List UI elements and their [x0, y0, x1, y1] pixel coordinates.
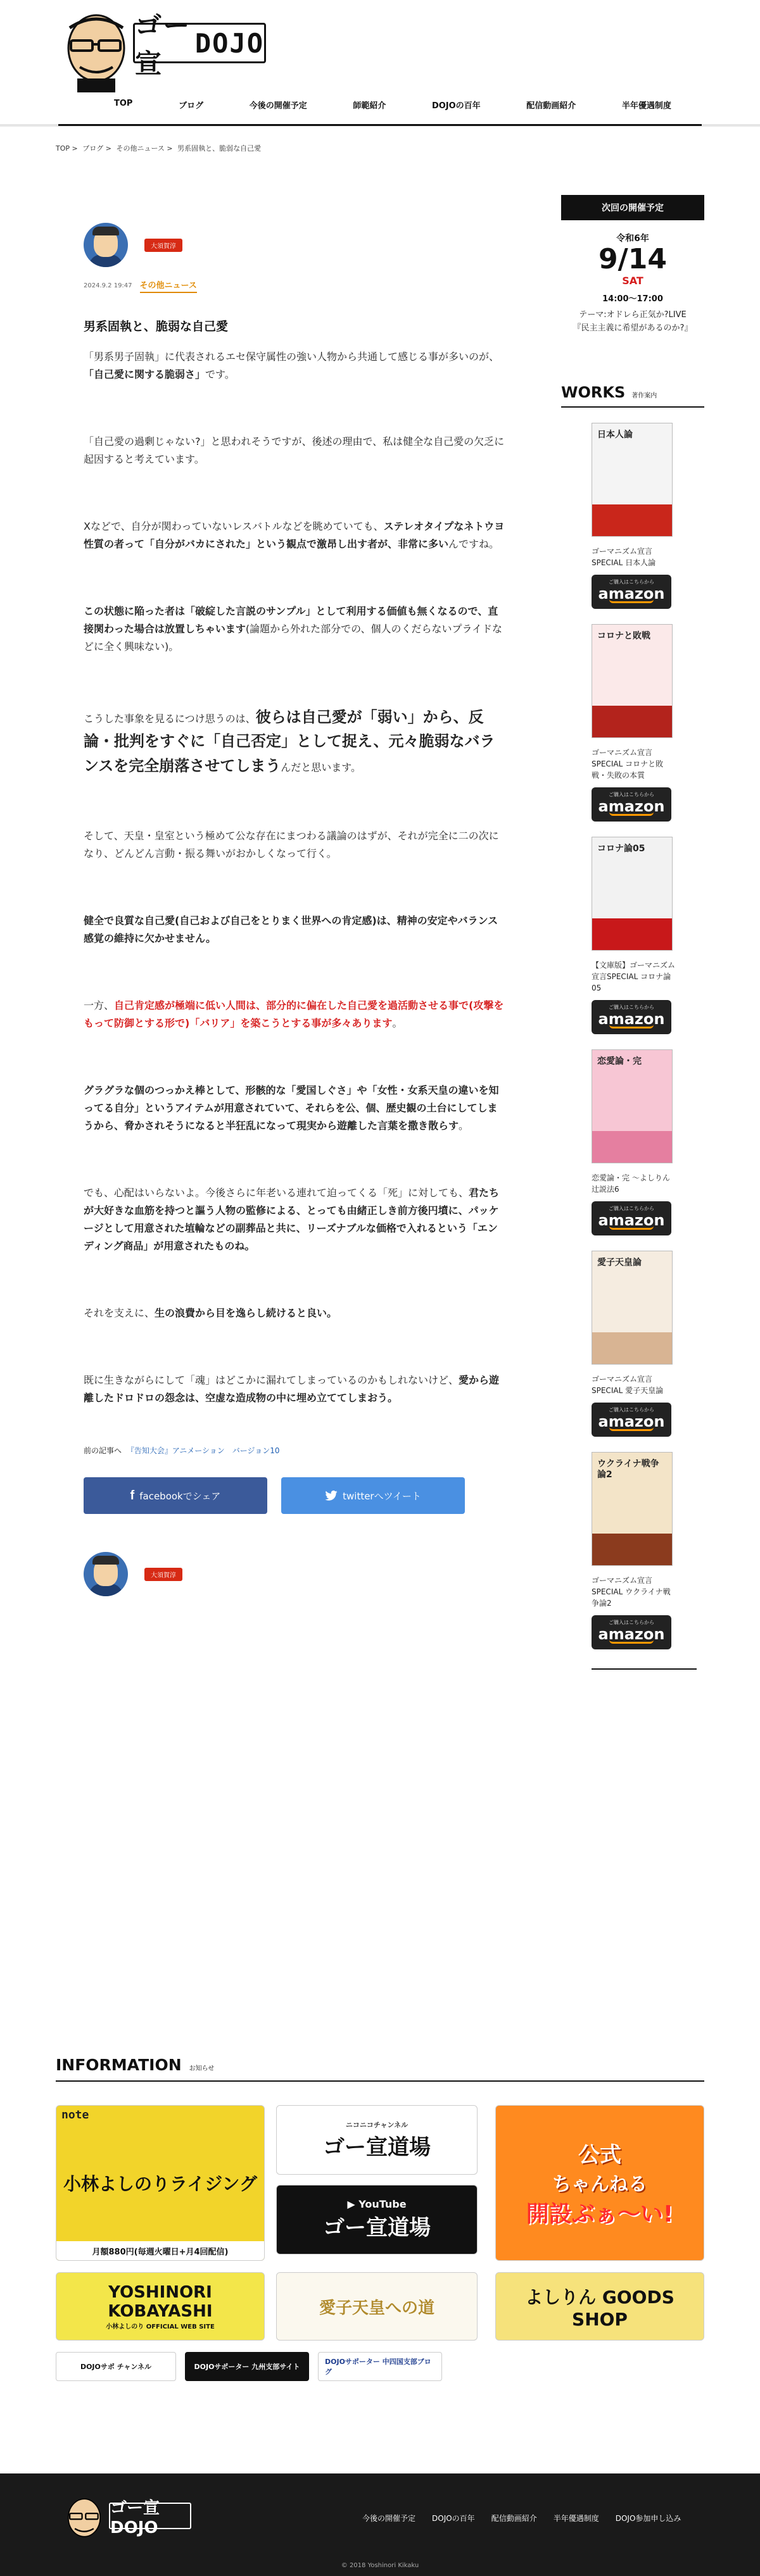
- post-body: [84, 348, 505, 1407]
- prev-post-link[interactable]: 『告知大会』アニメーション バージョン10: [126, 1446, 280, 1456]
- next-event-time: 14:00〜17:00: [602, 294, 663, 304]
- information-heading: INFORMATION お知らせ: [56, 2056, 704, 2082]
- breadcrumb-category[interactable]: その他ニュース: [116, 144, 165, 153]
- work-title: ゴーマニズム宣言SPECIAL 日本人論: [592, 546, 656, 567]
- paragraph: 「自己愛の過剰じゃない?」と思われそうですが、後述の理由で、私は健全な自己愛の欠乏に起因すると考えています。: [84, 435, 505, 465]
- chushikoku-branch-banner[interactable]: DOJOサポーター 中四国支部ブログ: [318, 2352, 442, 2381]
- facebook-icon: f: [130, 1488, 135, 1503]
- breadcrumb-separator: >: [72, 144, 78, 153]
- nav-blog[interactable]: ブログ: [179, 101, 204, 111]
- paragraph: 健全で良質な自己愛(自己および自己をとりまく世界への肯定感)は、精神の安定やバランス感覚の維持に欠かせません。: [84, 915, 498, 945]
- work-title: 恋愛論・完 ～よしりん辻説法6: [592, 1173, 670, 1194]
- nav-dojo-history[interactable]: DOJOの百年: [431, 101, 481, 111]
- next-event-theme: テーマ:オドレら正気か?LIVE『民主主義に希望があるのか?』: [573, 310, 693, 334]
- work-item: [561, 423, 704, 609]
- blog-article: [84, 223, 505, 1596]
- prev-post-label: 前の記事へ: [84, 1446, 122, 1456]
- official-website-banner[interactable]: YOSHINORI KOBAYASHI 小林よしのり OFFICIAL WEB SITE: [56, 2272, 265, 2341]
- breadcrumb-separator: >: [105, 144, 111, 153]
- mascot-face-icon: [62, 2492, 106, 2543]
- paragraph: 「男系男子固執」に代表されるエセ保守属性の強い人物から共通して感じる事が多いのが、「自己愛に関する脆弱さ」です。: [84, 351, 500, 380]
- next-event-year: 令和6年: [616, 234, 649, 244]
- note-banner-title: 小林よしのりライジング: [63, 2173, 257, 2194]
- amazon-button[interactable]: ご購入はこちらから amazon: [592, 787, 671, 822]
- work-item: [561, 1251, 704, 1437]
- niconico-channel-banner[interactable]: ニコニコチャンネル ゴー宣道場: [276, 2105, 478, 2175]
- site-footer: [0, 2473, 760, 2576]
- post-title: 男系固執と、脆弱な自己愛: [84, 320, 229, 334]
- amazon-button[interactable]: ご購入はこちらから amazon: [592, 1201, 671, 1235]
- work-cover[interactable]: ウクライナ戦争論2: [592, 1452, 673, 1566]
- information-section: [56, 2056, 704, 2376]
- site-header: [0, 0, 760, 127]
- paragraph: こうした事象を見るにつけ思うのは、彼らは自己愛が「弱い」から、反論・批判をすぐに「自己否定」として捉え、元々脆弱なバランスを完全崩落させてしまうんだと思います。: [84, 708, 495, 775]
- works-list: [561, 423, 704, 1649]
- author-footer: [84, 1552, 505, 1596]
- twitter-share-button[interactable]: twitterへツイート: [281, 1477, 465, 1514]
- nav-half-year[interactable]: 半年優遇制度: [621, 101, 671, 111]
- note-logo: note: [61, 2108, 89, 2122]
- amazon-button[interactable]: ご購入はこちらから amazon: [592, 1615, 671, 1649]
- work-title: ゴーマニズム宣言SPECIAL コロナと敗戦・失敗の本質: [592, 747, 664, 780]
- author-avatar[interactable]: [84, 1552, 128, 1596]
- breadcrumb-current: 男系固執と、脆弱な自己愛: [177, 144, 262, 153]
- paragraph: グラグラな個のつっかえ棒として、形骸的な「愛国しぐさ」や「女性・女系天皇の違いを知ってる自分」というアイテムが用意されていて、それらを公、個、歴史観の土台にしてしまうから、脅かされそうになると半狂乱になって現実から遊離した言葉を撒き散らす。: [84, 1084, 499, 1132]
- work-cover[interactable]: 日本人論: [592, 423, 673, 537]
- work-title: ゴーマニズム宣言SPECIAL 愛子天皇論: [592, 1374, 664, 1395]
- paragraph: そして、天皇・皇室という極めて公な存在にまつわる議論のはずが、それが完全に二の次になり、どんどん言動・振る舞いがおかしくなって行く。: [84, 830, 499, 860]
- amazon-button[interactable]: ご購入はこちらから amazon: [592, 1403, 671, 1437]
- note-rising-banner[interactable]: [56, 2105, 265, 2261]
- twitter-bird-icon: [325, 1491, 338, 1501]
- paragraph: 既に生きながらにして「魂」はどこかに漏れてしまっているのかもしれないけど、愛から遊離したドロドロの怨念は、空虚な造成物の中に埋め立ててしまおう。: [84, 1374, 500, 1404]
- post-date: 2024.9.2 19:47: [84, 282, 132, 289]
- work-item: [561, 1049, 704, 1235]
- works-heading: WORKS 著作案内: [561, 384, 704, 408]
- post-meta: [84, 278, 505, 293]
- supporter-channel-banner[interactable]: DOJOサポ チャンネル: [56, 2352, 176, 2381]
- author-badge[interactable]: 大須賀淳: [144, 1568, 182, 1581]
- footer-nav: [362, 2513, 681, 2523]
- site-logo[interactable]: [58, 4, 267, 92]
- work-title: 【文庫版】ゴーマニズム宣言SPECIAL コロナ論05: [592, 960, 676, 992]
- breadcrumb-separator: >: [167, 144, 173, 153]
- breadcrumb: [56, 143, 263, 153]
- nav-top[interactable]: TOP: [114, 99, 133, 108]
- work-item: [561, 624, 704, 822]
- mascot-face-icon: [58, 4, 134, 92]
- paragraph: それを支えに、生の浪費から目を逸らし続けると良い。: [84, 1307, 338, 1320]
- work-cover[interactable]: コロナと敗戦: [592, 624, 673, 738]
- kyushu-branch-banner[interactable]: DOJOサポーター 九州支部サイト: [185, 2352, 309, 2381]
- official-channel-banner[interactable]: 公式 ちゃんねる 開設ぶぁ〜い!: [495, 2105, 704, 2261]
- breadcrumb-blog[interactable]: ブログ: [82, 144, 104, 153]
- breadcrumb-top[interactable]: TOP: [56, 144, 70, 153]
- nav-schedule[interactable]: 今後の開催予定: [249, 101, 307, 111]
- aiko-tennou-banner[interactable]: 愛子天皇への道: [276, 2272, 478, 2341]
- facebook-share-button[interactable]: f facebookでシェア: [84, 1477, 267, 1514]
- footer-nav-schedule[interactable]: 今後の開催予定: [362, 2514, 416, 2523]
- work-cover[interactable]: 愛子天皇論: [592, 1251, 673, 1365]
- amazon-button[interactable]: ご購入はこちらから amazon: [592, 575, 671, 609]
- category-badge[interactable]: その他ニュース: [140, 278, 197, 293]
- work-item: [561, 1452, 704, 1649]
- goods-shop-banner[interactable]: よしりん GOODS SHOP: [495, 2272, 704, 2341]
- author-row: [84, 223, 505, 267]
- share-buttons: [84, 1477, 505, 1514]
- copyright: © 2018 Yoshinori Kikaku: [341, 2562, 419, 2569]
- amazon-button[interactable]: ご購入はこちらから amazon: [592, 1000, 671, 1034]
- sidebar: [561, 195, 704, 1670]
- author-badge[interactable]: 大須賀淳: [144, 239, 182, 252]
- next-event-weekday: SAT: [622, 275, 643, 287]
- work-title: ゴーマニズム宣言SPECIAL ウクライナ戦争論2: [592, 1575, 671, 1608]
- nav-videos[interactable]: 配信動画紹介: [526, 101, 576, 111]
- nav-divider: [58, 124, 702, 126]
- footer-nav-history[interactable]: DOJOの百年: [432, 2514, 475, 2523]
- next-event[interactable]: [561, 220, 704, 335]
- youtube-icon: ▶ YouTube: [347, 2198, 407, 2210]
- work-item: [561, 837, 704, 1034]
- work-cover[interactable]: コロナ論05: [592, 837, 673, 951]
- footer-nav-half-year[interactable]: 半年優遇制度: [553, 2514, 599, 2523]
- note-banner-price: 月額880円(毎週火曜日+月4回配信): [56, 2241, 264, 2260]
- paragraph: 一方、自己肯定感が極端に低い人間は、部分的に偏在した自己愛を過活動させる事で(攻撃をもって防御とする形で)「バリア」を築こうとする事が多々あります。: [84, 999, 504, 1030]
- paragraph: この状態に陥った者は「破綻した言説のサンプル」として利用する価値も無くなるので、直接関わった場合は放置しちゃいます(論題から外れた部分での、個人のくだらないプライドなどに全く興味ない)。: [84, 605, 502, 653]
- prev-post-nav: [84, 1445, 505, 1456]
- work-cover[interactable]: 恋愛論・完: [592, 1049, 673, 1163]
- footer-wordmark: ゴー宣DOJO: [109, 2503, 191, 2529]
- paragraph: Xなどで、自分が関わっていないレスバトルなどを眺めていても、ステレオタイプなネトウヨ性質の者って「自分がバカにされた」という観点で激昂し出す者が、非常に多いんですね。: [84, 520, 505, 550]
- next-event-heading: 次回の開催予定: [561, 195, 704, 220]
- author-avatar[interactable]: [84, 223, 128, 267]
- footer-logo[interactable]: [62, 2492, 195, 2538]
- paragraph: でも、心配はいらないよ。今後さらに年老いる連れて迫ってくる「死」に対しても、君たちが大好きな血筋を持つと謳う人物の監修による、とっても由緒正しき前方後円墳に、パッケージとして用意された埴輪などの副葬品と共に、リーズナブルな価格で入れるという「エンディング商品」が用意されたものね。: [84, 1187, 500, 1253]
- supporter-banners: [56, 2352, 442, 2381]
- sidebar-divider: [592, 1668, 697, 1670]
- youtube-channel-banner[interactable]: ▶ YouTube ゴー宣道場: [276, 2185, 478, 2254]
- footer-nav-apply[interactable]: DOJO参加申し込み: [615, 2514, 681, 2523]
- next-event-date: 9/14: [598, 243, 667, 275]
- nav-instructors[interactable]: 師範紹介: [353, 101, 386, 111]
- footer-nav-videos[interactable]: 配信動画紹介: [491, 2514, 537, 2523]
- logo-wordmark: ゴー宣 DOJO: [133, 23, 266, 63]
- global-nav: [114, 95, 671, 115]
